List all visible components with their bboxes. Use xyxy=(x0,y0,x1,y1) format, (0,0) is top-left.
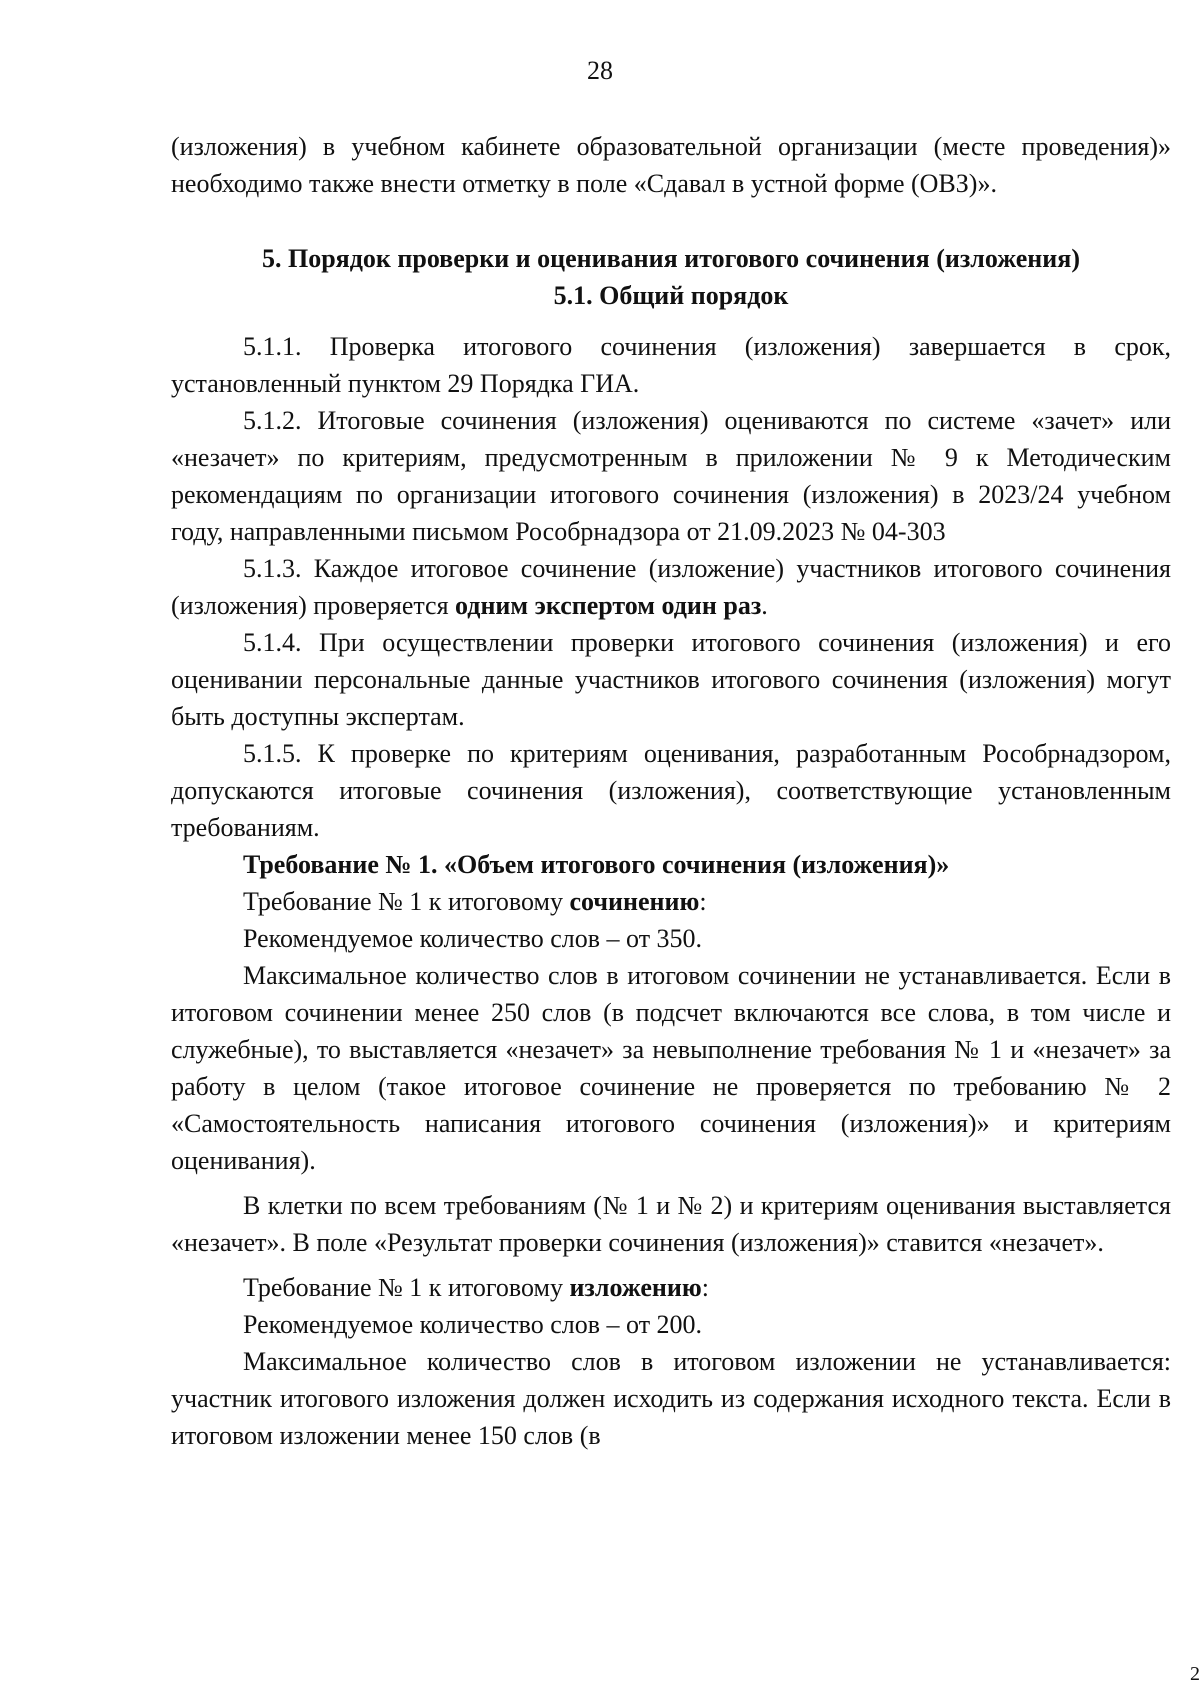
requirement-1-summary-end: : xyxy=(701,1273,709,1302)
document-body xyxy=(171,128,1171,1454)
requirement-1-summary-text: Требование № 1 к итоговому xyxy=(243,1273,570,1302)
essay-word-count: Рекомендуемое количество слов – от 350. xyxy=(243,924,703,953)
paragraph-5-1-3-emphasis: одним экспертом один раз xyxy=(455,591,762,620)
requirement-1-essay-emphasis: сочинению xyxy=(569,887,700,916)
section-title: 5. Порядок проверки и оценивания итогового сочинения (изложения) xyxy=(262,244,1080,273)
paragraph-5-1-4: 5.1.4. При осуществлении проверки итогового сочинения (изложения) и его оценивании персональные данные участников итогового сочинения (изложения) могут быть доступны экспертам. xyxy=(171,628,1171,731)
summary-max-words: Максимальное количество слов в итоговом изложении не устанавливается: участник итогового изложения должен исходить из содержания исходного текста. Если в итоговом изложении менее 150 слов (в xyxy=(171,1347,1171,1450)
paragraph-5-1-5: 5.1.5. К проверке по критериям оценивания, разработанным Рособрнадзором, допускаются итоговые сочинения (изложения), соответствующие установленным требованиям. xyxy=(171,739,1171,842)
page-number: 28 xyxy=(587,56,613,85)
requirement-1-title: Требование № 1. «Объем итогового сочинения (изложения)» xyxy=(243,850,950,879)
paragraph-5-1-3 xyxy=(171,550,1171,624)
essay-max-words: Максимальное количество слов в итоговом сочинении не устанавливается. Если в итоговом сочинении менее 250 слов (в подсчет включаются все слова, в том числе и служебные), то выставляется «незачет» за невыполнение требования № 1 и «незачет» за работу в целом (такое итоговое сочинение не проверяется по требованию № 2 «Самостоятельность написания итогового сочинения (изложения)» и критериям оценивания). xyxy=(171,961,1171,1175)
requirement-1-summary-emphasis: изложению xyxy=(569,1273,702,1302)
requirement-1-essay xyxy=(171,883,1171,920)
section-subtitle: 5.1. Общий порядок xyxy=(553,281,789,310)
paragraph-5-1-1: 5.1.1. Проверка итогового сочинения (изложения) завершается в срок, установленный пунктом 29 Порядка ГИА. xyxy=(171,332,1171,398)
requirement-1-essay-text: Требование № 1 к итоговому xyxy=(243,887,570,916)
corner-mark: 2 xyxy=(1190,1663,1200,1685)
summary-word-count: Рекомендуемое количество слов – от 200. xyxy=(243,1310,703,1339)
paragraph-5-1-3-end: . xyxy=(761,591,768,620)
paragraph-5-1-3-text: 5.1.3. Каждое итоговое сочинение (изложение) участников итогового сочинения (изложения) проверяется xyxy=(171,554,1171,620)
intro-paragraph: (изложения) в учебном кабинете образовательной организации (месте проведения)» необходимо также внести отметку в поле «Сдавал в устной форме (ОВЗ)». xyxy=(171,132,1171,198)
essay-cells-note: В клетки по всем требованиям (№ 1 и № 2) и критериям оценивания выставляется «незачет». В поле «Результат проверки сочинения (изложения)» ставится «незачет». xyxy=(171,1191,1171,1257)
paragraph-5-1-2: 5.1.2. Итоговые сочинения (изложения) оцениваются по системе «зачет» или «незачет» по критериям, предусмотренным в приложении № 9 к Методическим рекомендациям по организации итогового сочинения (изложения) в 2023/24 учебном году, направленными письмом Рособрнадзора от 21.09.2023 № 04-303 xyxy=(171,406,1171,546)
requirement-1-summary xyxy=(171,1269,1171,1306)
requirement-1-essay-end: : xyxy=(699,887,707,916)
